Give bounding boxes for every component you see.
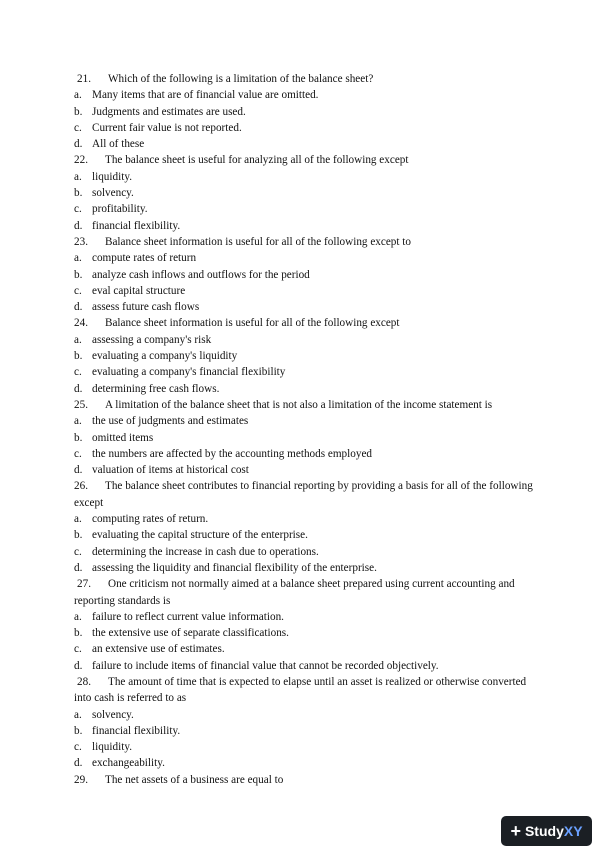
- option-letter: d.: [74, 382, 83, 395]
- question-text: One criticism not normally aimed at a balance sheet prepared using current accounting and reporting standards is: [74, 578, 518, 607]
- option-letter: b.: [74, 724, 83, 737]
- question-number: 24.: [74, 317, 88, 330]
- brand-name-accent: XY: [563, 823, 583, 839]
- question-stem: [74, 576, 544, 609]
- question-stem: [74, 152, 544, 168]
- question-number: 21.: [77, 73, 91, 85]
- option-text: solvency.: [92, 708, 134, 721]
- answer-option: [74, 430, 544, 446]
- option-text: the use of judgments and estimates: [92, 415, 249, 428]
- option-letter: a.: [74, 610, 82, 623]
- option-text: Current fair value is not reported.: [92, 121, 242, 134]
- question-text: The net assets of a business are equal to: [105, 773, 284, 786]
- option-letter: c.: [74, 366, 82, 379]
- answer-option: [74, 381, 544, 397]
- option-text: failure to include items of financial value that cannot be recorded objectively.: [92, 659, 439, 672]
- answer-option: [74, 120, 544, 136]
- question-number: 22.: [74, 154, 88, 167]
- option-letter: c.: [74, 741, 82, 754]
- option-text: evaluating a company's liquidity: [92, 350, 238, 363]
- option-text: profitability.: [92, 203, 148, 216]
- answer-option: [74, 462, 544, 478]
- question-stem: [74, 315, 544, 331]
- answer-option: [74, 364, 544, 380]
- option-letter: c.: [74, 545, 82, 558]
- question-text: The balance sheet contributes to financial reporting by providing a basis for all of the following except: [74, 480, 536, 509]
- answer-option: [74, 185, 544, 201]
- option-text: liquidity.: [92, 170, 132, 183]
- question-stem: [74, 397, 544, 413]
- answer-option: [74, 755, 544, 771]
- question-list: [74, 71, 544, 788]
- option-letter: d.: [74, 219, 83, 232]
- option-text: financial flexibility.: [92, 724, 181, 737]
- question-number: 29.: [74, 773, 88, 786]
- answer-option: [74, 739, 544, 755]
- option-text: failure to reflect current value information.: [92, 610, 284, 623]
- question-stem: [74, 234, 544, 250]
- option-letter: d.: [74, 138, 83, 151]
- option-text: liquidity.: [92, 741, 132, 754]
- answer-option: [74, 169, 544, 185]
- option-letter: b.: [74, 268, 83, 281]
- answer-option: [74, 527, 544, 543]
- option-text: exchangeability.: [92, 757, 165, 770]
- option-letter: d.: [74, 464, 83, 477]
- question-text: The amount of time that is expected to elapse until an asset is realized or otherwise converted into cash is referred to as: [74, 675, 529, 705]
- option-letter: c.: [74, 121, 82, 134]
- answer-option: [74, 218, 544, 234]
- answer-option: [74, 625, 544, 641]
- answer-option: [74, 707, 544, 723]
- answer-option: [74, 446, 544, 462]
- answer-option: [74, 201, 544, 217]
- question-text: Which of the following is a limitation of the balance sheet?: [108, 73, 374, 85]
- option-text: an extensive use of estimates.: [92, 643, 225, 656]
- question-number: 27.: [77, 578, 91, 591]
- option-text: Many items that are of financial value are omitted.: [92, 89, 319, 102]
- question-number: 25.: [74, 398, 88, 411]
- option-letter: b.: [74, 627, 83, 640]
- option-text: omitted items: [92, 431, 154, 444]
- option-letter: d.: [74, 561, 83, 574]
- option-text: assess future cash flows: [92, 301, 200, 314]
- question-text: A limitation of the balance sheet that is not also a limitation of the income statement is: [105, 398, 493, 411]
- answer-option: [74, 560, 544, 576]
- option-text: eval capital structure: [92, 284, 186, 297]
- answer-option: [74, 348, 544, 364]
- plus-icon: +: [510, 821, 521, 841]
- option-letter: a.: [74, 252, 82, 265]
- option-letter: c.: [74, 643, 82, 656]
- question-stem: [74, 71, 544, 87]
- option-letter: b.: [74, 187, 83, 200]
- question-stem: [74, 478, 544, 511]
- option-text: compute rates of return: [92, 252, 197, 265]
- option-letter: b.: [74, 350, 83, 363]
- option-letter: b.: [74, 529, 83, 542]
- option-letter: a.: [74, 513, 82, 526]
- answer-option: [74, 136, 544, 152]
- option-text: Judgments and estimates are used.: [92, 105, 246, 118]
- option-letter: d.: [74, 301, 83, 314]
- answer-option: [74, 283, 544, 299]
- answer-option: [74, 658, 544, 674]
- option-letter: a.: [74, 170, 82, 183]
- option-text: All of these: [92, 138, 145, 151]
- answer-option: [74, 723, 544, 739]
- option-text: the numbers are affected by the accounting methods employed: [92, 447, 373, 460]
- option-text: determining the increase in cash due to operations.: [92, 545, 319, 558]
- answer-option: [74, 413, 544, 429]
- answer-option: [74, 250, 544, 266]
- answer-option: [74, 641, 544, 657]
- answer-option: [74, 609, 544, 625]
- option-text: the extensive use of separate classifications.: [92, 627, 289, 640]
- option-letter: c.: [74, 447, 82, 460]
- option-text: assessing the liquidity and financial flexibility of the enterprise.: [92, 561, 377, 574]
- option-text: evaluating the capital structure of the enterprise.: [92, 529, 308, 542]
- option-text: financial flexibility.: [92, 219, 181, 232]
- option-text: evaluating a company's financial flexibility: [92, 366, 286, 379]
- option-letter: b.: [74, 105, 83, 118]
- question-text: The balance sheet is useful for analyzing all of the following except: [105, 154, 409, 167]
- answer-option: [74, 299, 544, 315]
- brand-name: Study: [524, 823, 564, 839]
- answer-option: [74, 511, 544, 527]
- option-text: valuation of items at historical cost: [92, 464, 249, 477]
- answer-option: [74, 332, 544, 348]
- option-text: computing rates of return.: [92, 513, 209, 526]
- question-number: 23.: [74, 235, 88, 248]
- answer-option: [74, 87, 544, 103]
- studyxy-badge[interactable]: [501, 816, 592, 846]
- option-letter: a.: [74, 333, 82, 346]
- option-letter: c.: [74, 203, 82, 216]
- answer-option: [74, 544, 544, 560]
- answer-option: [74, 267, 544, 283]
- option-text: assessing a company's risk: [92, 333, 212, 346]
- option-text: analyze cash inflows and outflows for the period: [92, 268, 310, 281]
- question-text: Balance sheet information is useful for all of the following except: [105, 317, 400, 330]
- option-letter: a.: [74, 415, 82, 428]
- option-text: solvency.: [92, 187, 134, 200]
- option-letter: a.: [74, 89, 82, 102]
- question-stem: [74, 674, 544, 707]
- option-letter: b.: [74, 431, 83, 444]
- question-text: Balance sheet information is useful for all of the following except to: [105, 235, 412, 248]
- question-stem: [74, 772, 544, 788]
- answer-option: [74, 104, 544, 120]
- option-letter: d.: [74, 659, 83, 672]
- option-letter: a.: [74, 708, 82, 721]
- question-number: 28.: [77, 675, 91, 688]
- option-text: determining free cash flows.: [92, 382, 220, 395]
- option-letter: c.: [74, 284, 82, 297]
- option-letter: d.: [74, 757, 83, 770]
- question-number: 26.: [74, 480, 88, 493]
